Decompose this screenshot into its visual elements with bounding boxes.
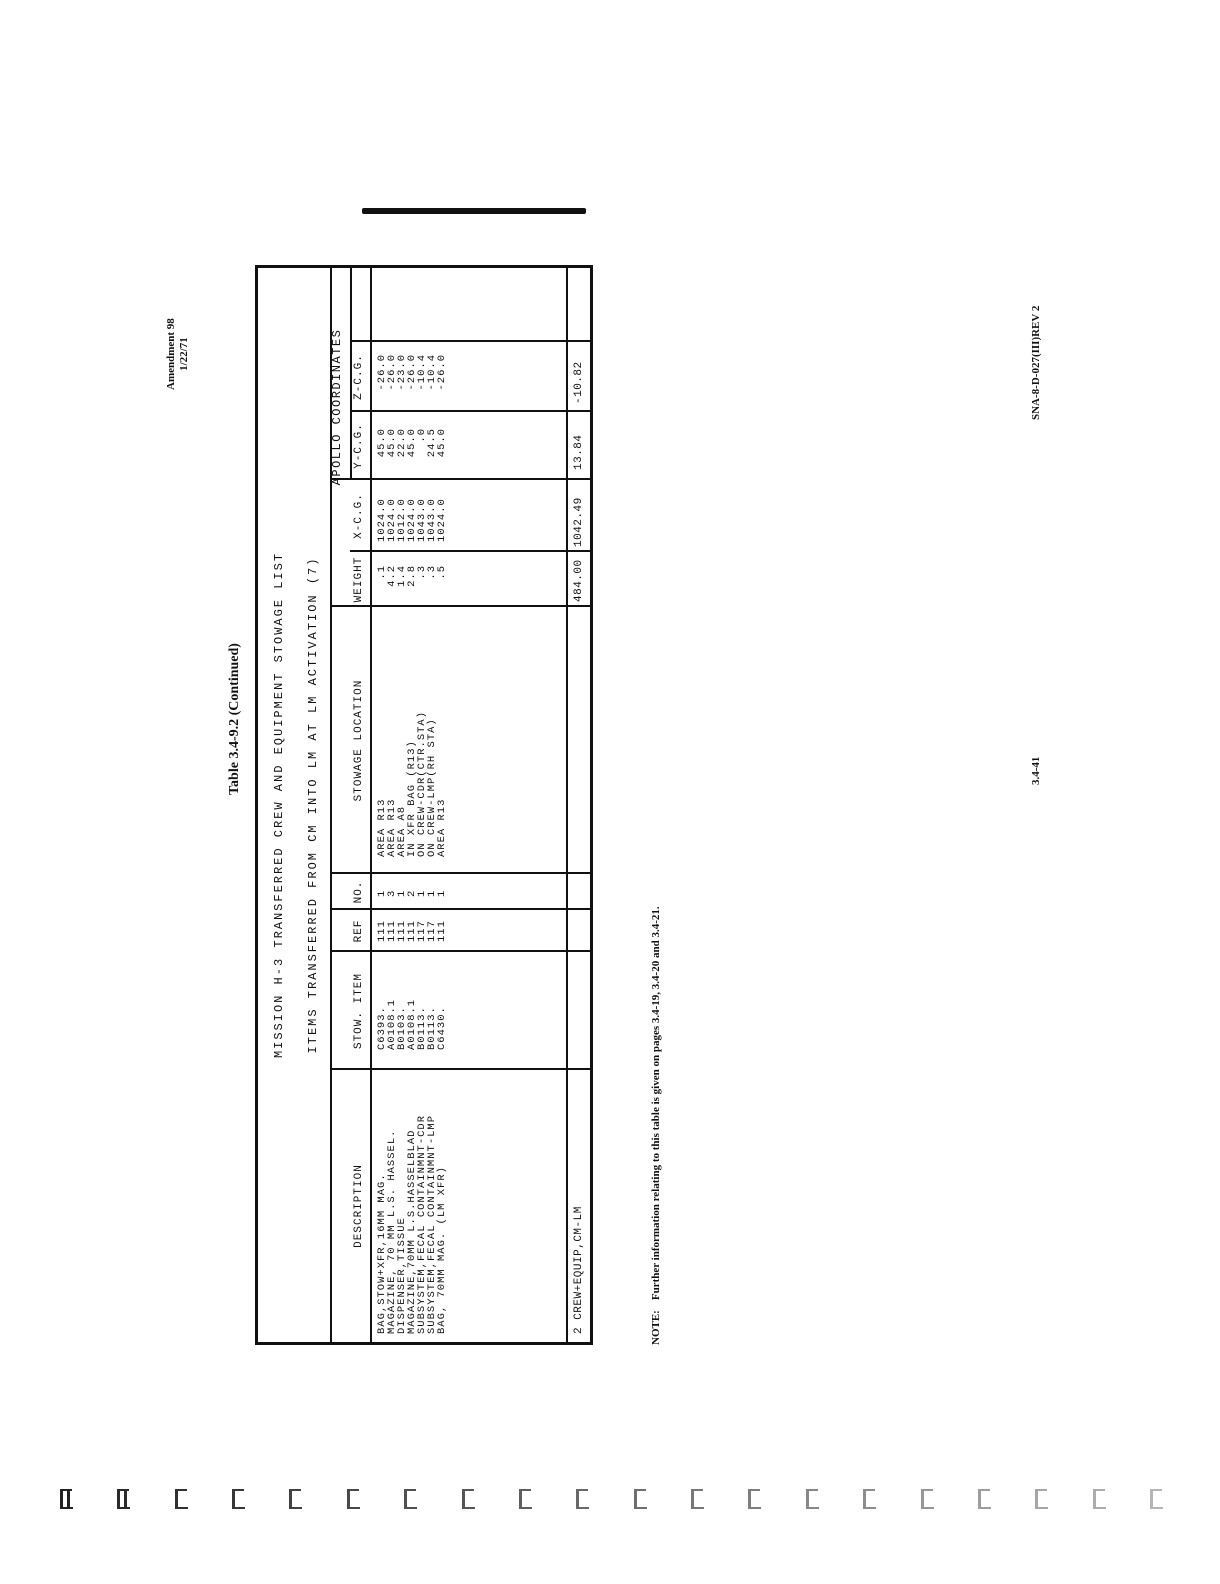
cell-stow-item: C6430. [436, 1006, 448, 1050]
header-description: DESCRIPTION [353, 1164, 365, 1248]
bottom-edge-markers [58, 1488, 1168, 1518]
total-rule [566, 268, 568, 1342]
apollo-coordinates-header: APOLLO COORDINATES [330, 328, 344, 486]
cell-weight: .3 [416, 565, 428, 580]
cell-y-cg: 45.0 [376, 428, 388, 458]
col-divider [330, 478, 590, 480]
cell-z-cg: -26.0 [436, 354, 448, 391]
col-divider [330, 950, 590, 952]
edge-marker [861, 1488, 877, 1510]
cell-x-cg: 1024.0 [386, 498, 398, 542]
table-row [438, 268, 448, 1342]
cell-y-cg: 45.0 [436, 428, 448, 458]
amendment-block [165, 318, 191, 390]
table-subtitle: ITEMS TRANSFERRED FROM CM INTO LM AT LM ACTIVATION (7) [306, 556, 320, 1054]
edge-marker [746, 1488, 762, 1510]
edge-marker [230, 1488, 246, 1510]
cell-no: 1 [396, 889, 408, 897]
cell-weight: .5 [436, 565, 448, 580]
cell-location: AREA R13 [436, 798, 448, 857]
header-x-cg: X-C.G. [353, 493, 365, 539]
cell-location: AREA R13 [386, 798, 398, 857]
header-location: STOWAGE LOCATION [353, 679, 365, 802]
cell-location: AREA A8 [396, 805, 408, 857]
edge-marker [632, 1488, 648, 1510]
amendment-number: Amendment 98 [165, 318, 177, 390]
cell-z-cg: -26.0 [386, 354, 398, 391]
cell-weight: .1 [376, 565, 388, 580]
cell-location: ON CREW-LMP(RH STA) [426, 718, 438, 857]
cell-location: AREA R13 [376, 798, 388, 857]
edge-marker [345, 1488, 361, 1510]
cell-ref: 111 [386, 920, 398, 942]
total-weight: 484.00 [573, 559, 585, 602]
edge-marker [1091, 1488, 1107, 1510]
note-label: NOTE: [650, 1310, 662, 1345]
cell-description: DISPENSER,TISSUE [396, 1217, 408, 1334]
col-divider [330, 872, 590, 874]
cell-y-cg: 45.0 [386, 428, 398, 458]
edge-marker [1033, 1488, 1049, 1510]
cell-stow-item: B0113. [416, 1006, 428, 1050]
cell-stow-item: B0103. [396, 1006, 408, 1050]
cell-y-cg: .0 [416, 428, 428, 443]
edge-marker [402, 1488, 418, 1510]
cell-y-cg: 45.0 [406, 428, 418, 458]
col-divider [330, 605, 590, 607]
cell-stow-item: C6393. [376, 1006, 388, 1050]
cell-x-cg: 1043.0 [426, 498, 438, 542]
cell-no: 1 [416, 889, 428, 897]
cell-description: BAG, 70MM MAG. (LM XFR) [436, 1166, 448, 1334]
cell-location: ON CREW-CDR(CTR.STA) [416, 710, 428, 857]
cell-z-cg: -26.0 [406, 354, 418, 391]
cell-stow-item: B0113. [426, 1006, 438, 1050]
cell-z-cg: -23.0 [396, 354, 408, 391]
edge-marker [173, 1488, 189, 1510]
edge-marker [976, 1488, 992, 1510]
cell-x-cg: 1024.0 [376, 498, 388, 542]
edge-marker [1148, 1488, 1164, 1510]
edge-marker [115, 1488, 131, 1510]
cell-no: 1 [436, 889, 448, 897]
cell-no: 1 [376, 889, 388, 897]
edge-marker [804, 1488, 820, 1510]
revision-bar [362, 208, 586, 214]
cell-location: IN XFR BAG (R13) [406, 740, 418, 857]
header-bottom-rule [370, 268, 372, 1342]
cell-description: SUBSYSTEM,FECAL CONTAINMNT-CDR [416, 1114, 428, 1334]
total-z-cg: -10.82 [573, 361, 585, 404]
cell-description: SUBSYSTEM,FECAL CONTAINMNT-LMP [426, 1114, 438, 1334]
cell-no: 3 [386, 889, 398, 897]
total-y-cg: 13.84 [573, 434, 585, 470]
rotated-page-content [165, 245, 1055, 1345]
cell-weight: 4.2 [386, 565, 398, 587]
table-title: MISSION H-3 TRANSFERRED CREW AND EQUIPMENT STOWAGE LIST [272, 551, 286, 1059]
cell-weight: 1.4 [396, 565, 408, 587]
cell-z-cg: -10.4 [426, 354, 438, 391]
document-id: SNA-8-D-027(III)REV 2 [1030, 305, 1042, 420]
edge-marker [460, 1488, 476, 1510]
cell-stow-item: A0108.1 [386, 998, 398, 1050]
edge-marker [574, 1488, 590, 1510]
edge-marker [58, 1488, 74, 1510]
cell-x-cg: 1043.0 [416, 498, 428, 542]
page-number: 3.4-41 [1030, 756, 1042, 785]
header-ref: REF [353, 919, 365, 943]
apollo-group-rule [350, 268, 352, 480]
note-text: Further information relating to this table is given on pages 3.4-19, 3.4-20 and 3.4-21. [650, 906, 662, 1301]
cell-x-cg: 1024.0 [406, 498, 418, 542]
cell-ref: 111 [396, 920, 408, 942]
col-divider [330, 1068, 590, 1070]
header-stow-item: STOW. ITEM [353, 973, 365, 1050]
cell-no: 1 [426, 889, 438, 897]
header-z-cg: Z-C.G. [353, 354, 365, 400]
header-weight: WEIGHT [353, 556, 365, 603]
amendment-date: 1/22/71 [178, 337, 190, 371]
cell-ref: 117 [416, 920, 428, 942]
cell-x-cg: 1012.0 [396, 498, 408, 542]
edge-marker [689, 1488, 705, 1510]
cell-ref: 111 [376, 920, 388, 942]
cell-z-cg: -10.4 [416, 354, 428, 391]
cell-x-cg: 1024.0 [436, 498, 448, 542]
cell-description: MAGAZINE,70MM L.S.HASSELBLAD [406, 1129, 418, 1334]
col-divider [330, 908, 590, 910]
cell-no: 2 [406, 889, 418, 897]
cell-ref: 111 [406, 920, 418, 942]
total-x-cg: 1042.49 [573, 497, 585, 547]
table-caption: Table 3.4-9.2 (Continued) [227, 643, 242, 795]
table-note [650, 906, 662, 1345]
stowage-table [255, 265, 593, 1345]
cell-y-cg: 22.0 [396, 428, 408, 458]
cell-y-cg: 24.5 [426, 428, 438, 458]
cell-ref: 117 [426, 920, 438, 942]
cell-ref: 111 [436, 920, 448, 942]
edge-marker [517, 1488, 533, 1510]
edge-marker [919, 1488, 935, 1510]
cell-weight: .3 [426, 565, 438, 580]
cell-description: BAG,STOW+XFR,16MM MAG. [376, 1173, 388, 1334]
header-y-cg: Y-C.G. [353, 423, 365, 469]
cell-description: MAGAZINE, 70 MM L.S. HASSEL. [386, 1129, 398, 1334]
header-no: NO. [353, 880, 365, 904]
edge-marker [287, 1488, 303, 1510]
cell-weight: 2.8 [406, 565, 418, 587]
cell-stow-item: A0108.1 [406, 998, 418, 1050]
cell-z-cg: -26.0 [376, 354, 388, 391]
total-label: 2 CREW+EQUIP,CM-LM [573, 1206, 585, 1334]
